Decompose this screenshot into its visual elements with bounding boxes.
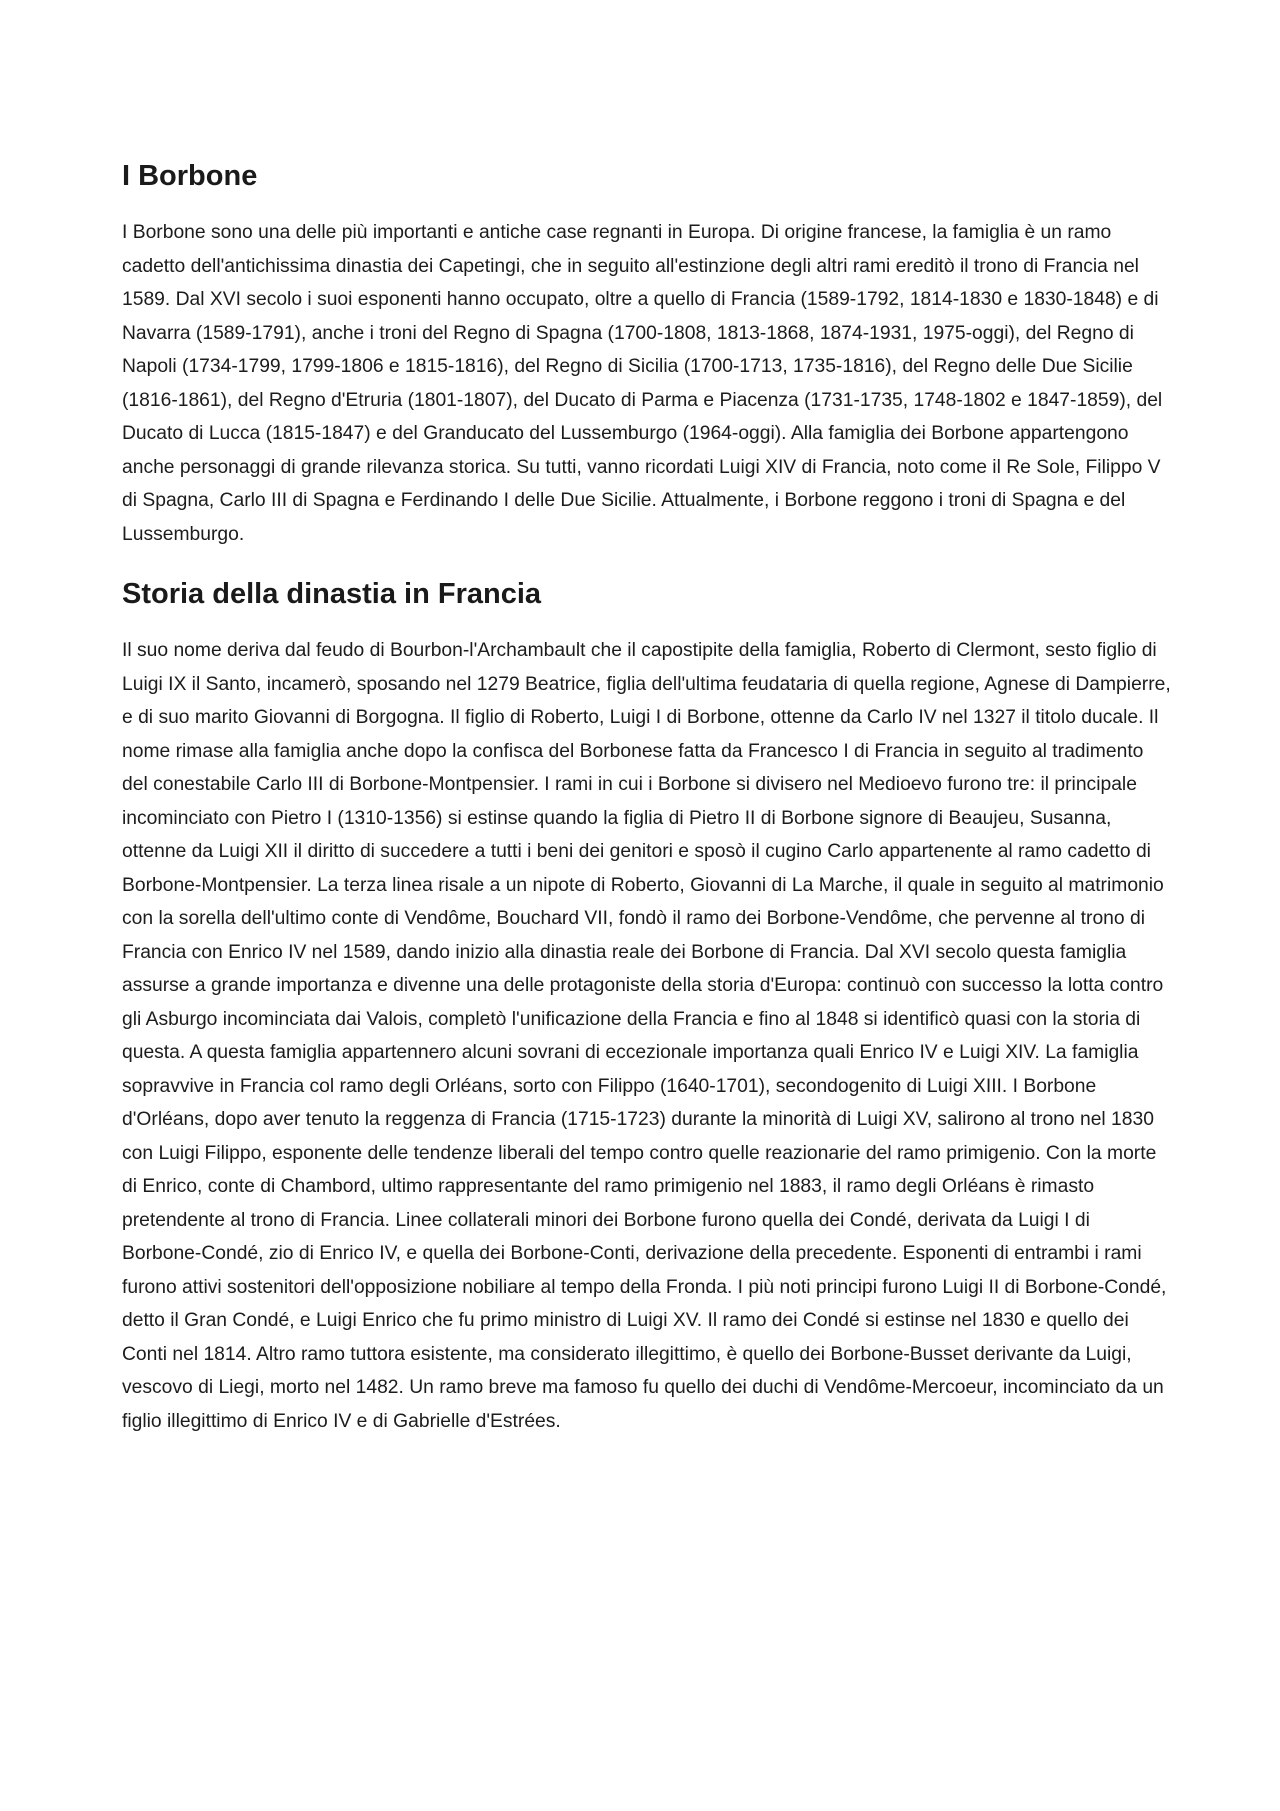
section-body-storia: Il suo nome deriva dal feudo di Bourbon-l'Archambault che il capostipite della famiglia, Roberto di Clermont, sesto figlio di Luigi IX il Santo, incamerò, sposando nel 1279 Beatrice, figlia dell'ultima feudataria di quella regione, Agnese di Dampierre, e di suo marito Giovanni di Borgogna. Il figlio di Roberto, Luigi I di Borbone, ottenne da Carlo IV nel 1327 il titolo ducale. Il nome rimase alla famiglia anche dopo la confisca del Borbonese fatta da Francesco I di Francia in seguito al tradimento del conestabile Carlo III di Borbone-Montpensier. I rami in cui i Borbone si divisero nel Medioevo furono tre: il principale incominciato con Pietro I (1310-1356) si estinse quando la figlia di Pietro II di Borbone signore di Beaujeu, Susanna, ottenne da Luigi XII il diritto di succedere a tutti i beni dei genitori e sposò il cugino Carlo appartenente al ramo cadetto di Borbone-Montpensier. La terza linea risale a un nipote di Roberto, Giovanni di La Marche, il quale in seguito al matrimonio con la sorella dell'ultimo conte di Vendôme, Bouchard VII, fondò il ramo dei Borbone-Vendôme, che pervenne al trono di Francia con Enrico IV nel 1589, dando inizio alla dinastia reale dei Borbone di Francia. Dal XVI secolo questa famiglia assurse a grande importanza e divenne una delle protagoniste della storia d'Europa: continuò con successo la lotta contro gli Asburgo incominciata dai Valois, completò l'unificazione della Francia e fino al 1848 si identificò quasi con la storia di questa. A questa famiglia appartennero alcuni sovrani di eccezionale importanza quali Enrico IV e Luigi XIV. La famiglia sopravvive in Francia col ramo degli Orléans, sorto con Filippo (1640-1701), secondogenito di Luigi XIII. I Borbone d'Orléans, dopo aver tenuto la reggenza di Francia (1715-1723) durante la minorità di Luigi XV, salirono al trono nel 1830 con Luigi Filippo, esponente delle tendenze liberali del tempo contro quelle reazionarie del ramo primigenio. Con la morte di Enrico, conte di Chambord, ultimo rappresentante del ramo primigenio nel 1883, il ramo degli Orléans è rimasto pretendente al trono di Francia. Linee collaterali minori dei Borbone furono quella dei Condé, derivata da Luigi I di Borbone-Condé, zio di Enrico IV, e quella dei Borbone-Conti, derivazione della precedente. Esponenti di entrambi i rami furono attivi sostenitori dell'opposizione nobiliare al tempo della Fronda. I più noti principi furono Luigi II di Borbone-Condé, detto il Gran Condé, e Luigi Enrico che fu primo ministro di Luigi XV. Il ramo dei Condé si estinse nel 1830 e quello dei Conti nel 1814. Altro ramo tuttora esistente, ma considerato illegittimo, è quello dei Borbone-Busset derivante da Luigi, vescovo di Liegi, morto nel 1482. Un ramo breve ma famoso fu quello dei duchi di Vendôme-Mercoeur, incominciato da un figlio illegittimo di Enrico IV e di Gabrielle d'Estrées. [122,640,1171,1432]
section-heading-borbone: I Borbone [122,160,258,192]
section-body-borbone: I Borbone sono una delle più importanti e antiche case regnanti in Europa. Di origine francese, la famiglia è un ramo cadetto dell'antichissima dinastia dei Capetingi, che in seguito all'estinzione degli altri rami ereditò il trono di Francia nel 1589. Dal XVI secolo i suoi esponenti hanno occupato, oltre a quello di Francia (1589-1792, 1814-1830 e 1830-1848) e di Navarra (1589-1791), anche i troni del Regno di Spagna (1700-1808, 1813-1868, 1874-1931, 1975-oggi), del Regno di Napoli (1734-1799, 1799-1806 e 1815-1816), del Regno di Sicilia (1700-1713, 1735-1816), del Regno delle Due Sicilie (1816-1861), del Regno d'Etruria (1801-1807), del Ducato di Parma e Piacenza (1731-1735, 1748-1802 e 1847-1859), del Ducato di Lucca (1815-1847) e del Granducato del Lussemburgo (1964-oggi). Alla famiglia dei Borbone appartengono anche personaggi di grande rilevanza storica. Su tutti, vanno ricordati Luigi XIV di Francia, noto come il Re Sole, Filippo V di Spagna, Carlo III di Spagna e Ferdinando I delle Due Sicilie. Attualmente, i Borbone reggono i troni di Spagna e del Lussemburgo. [122,222,1163,545]
section-heading-storia: Storia della dinastia in Francia [122,578,542,610]
document-page [122,150,1172,1438]
